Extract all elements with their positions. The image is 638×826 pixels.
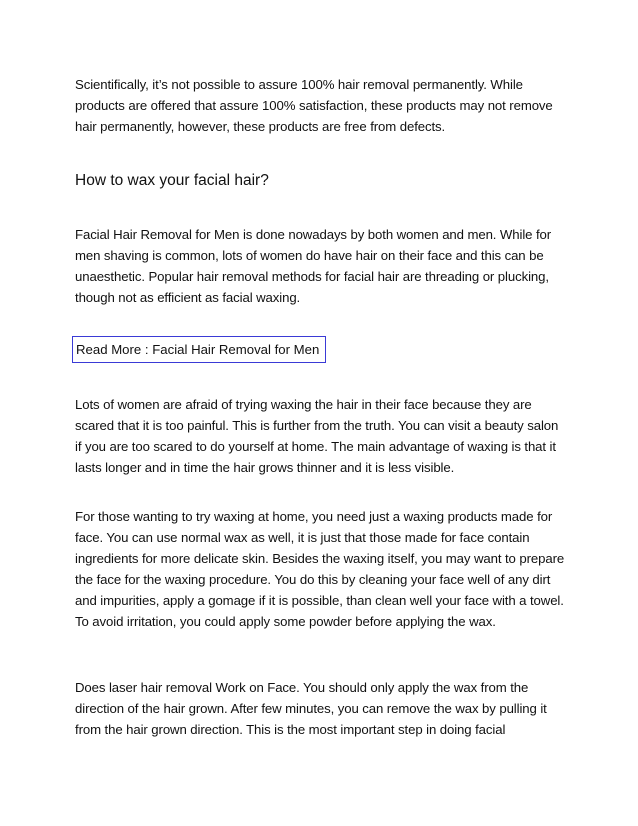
home-waxing-paragraph: For those wanting to try waxing at home, you need just a waxing products made for face. You can use normal wax as well, it is just that those made for face contain ingredients for more delicate skin. Besides the waxing itself, you may want to prepare the face for the waxing procedure. You do this by cleaning your face well of any dirt and impurities, apply a gomage if it is possible, than clean well your face with a towel. To avoid irritation, you could apply some powder before applying the wax.: [75, 509, 565, 629]
section-heading: How to wax your facial hair?: [75, 172, 269, 189]
facial-hair-paragraph: Facial Hair Removal for Men is done nowadays by both women and men. While for men shaving is common, lots of women do have hair on their face and this can be unaesthetic. Popular hair removal methods for facial hair are threading or plucking, though not as efficient as facial waxing.: [75, 227, 552, 305]
laser-paragraph: Does laser hair removal Work on Face. You should only apply the wax from the direction of the hair grown. After few minutes, you can remove the wax by pulling it from the hair grown direction. This is the most important step in doing facial: [75, 680, 547, 737]
read-more-link[interactable]: Read More : Facial Hair Removal for Men: [72, 336, 326, 363]
intro-paragraph: Scientifically, it’s not possible to assure 100% hair removal permanently. While products are offered that assure 100% satisfaction, these products may not remove hair permanently, however, these products are free from defects.: [75, 77, 553, 134]
waxing-fear-paragraph: Lots of women are afraid of trying waxing the hair in their face because they are scared that it is too painful. This is further from the truth. You can visit a beauty salon if you are too scared to do yourself at home. The main advantage of waxing is that it lasts longer and in time the hair grows thinner and it is less visible.: [75, 397, 559, 475]
